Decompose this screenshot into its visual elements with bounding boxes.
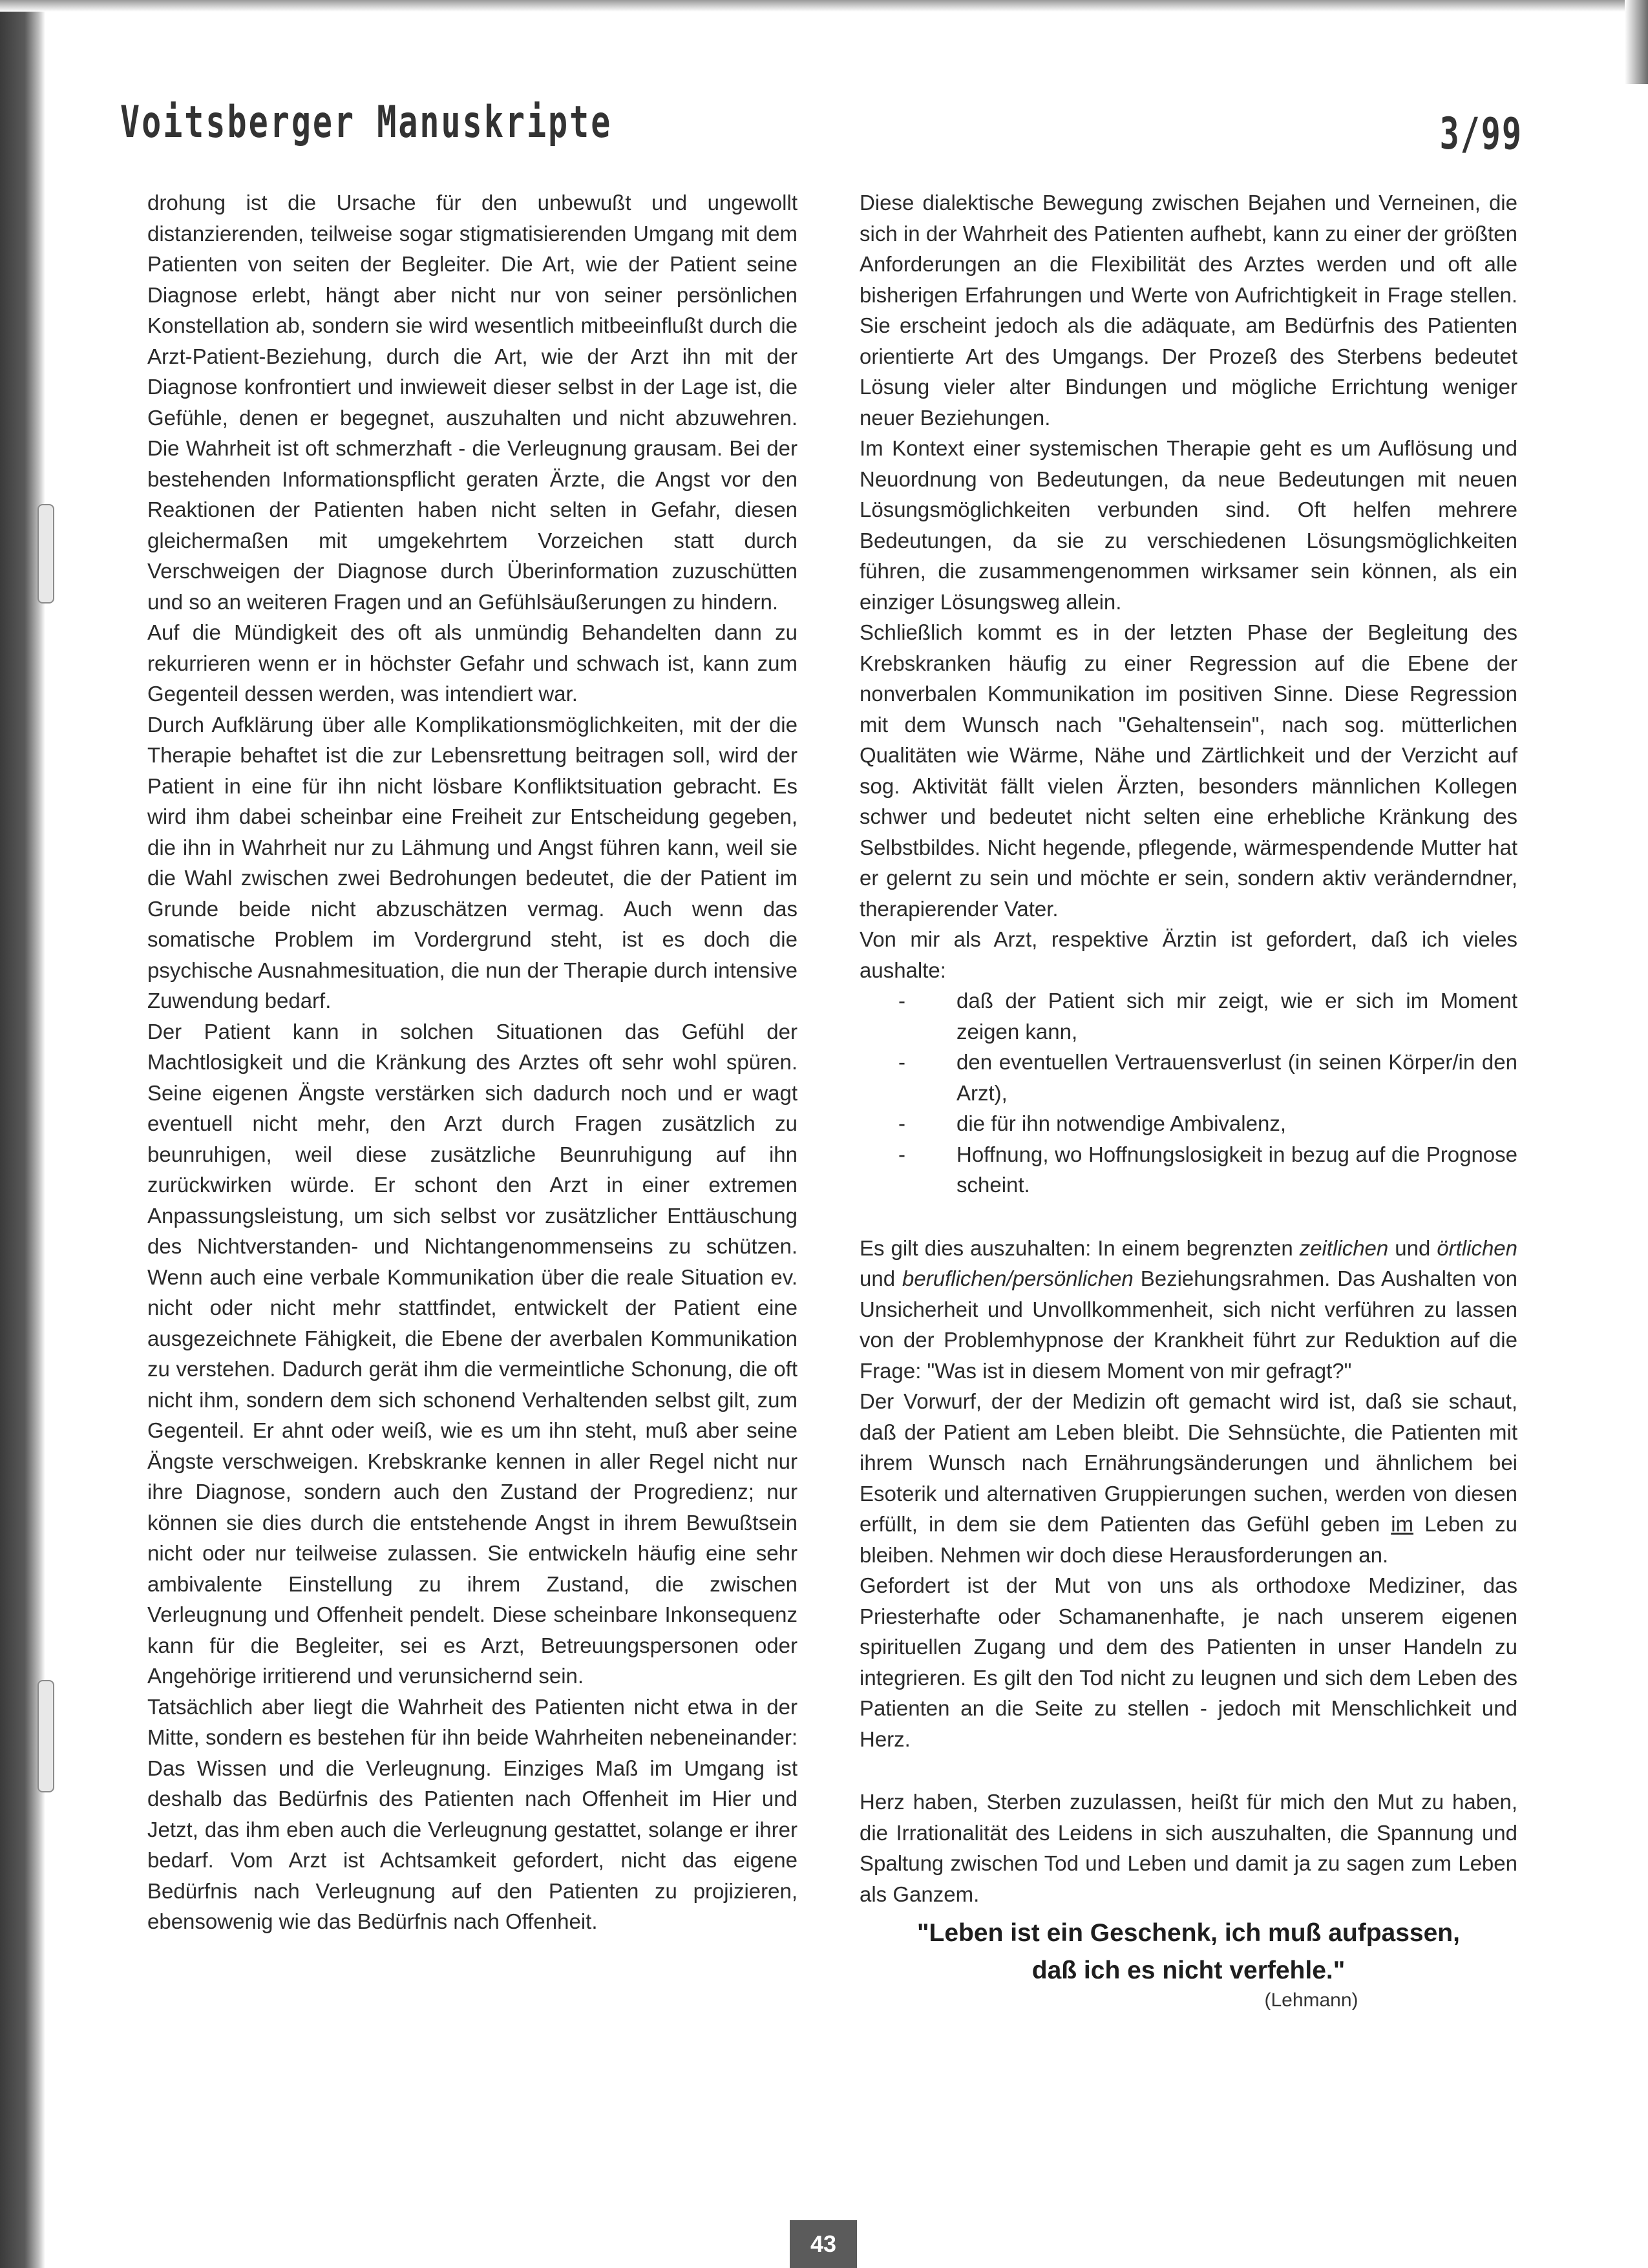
quote-line: daß ich es nicht verfehle." [1031, 1957, 1346, 1984]
journal-title: Voitsberger Manuskripte [120, 97, 613, 148]
paragraph: Der Vorwurf, der der Medizin oft gemacht wird ist, daß sie schaut, daß der Patient am Leben bleibt. Die Sehnsüchte, die Patienten mit ihrem Wunsch nach Ernährungsänderungen und ähnlichem bei Esoterik und alternativen Gruppierungen suchen, werden von diesen erfüllt, in dem sie dem Patienten das Gefühl geben im Leben zu bleiben. Nehmen wir doch diese Herausforderungen an. [860, 1389, 1517, 1567]
paragraph: Gefordert ist der Mut von uns als orthodoxe Mediziner, das Priesterhafte oder Schamanenhafte, je nach unserem eigenen spirituellen Zugang und dem des Patienten in unser Handeln zu integrieren. Es gilt den Tod nicht zu leugnen und sich dem Leben des Patienten an die Seite zu stellen - jedoch mit Menschlichkeit und Herz. [860, 1573, 1517, 1751]
page-header [120, 97, 1523, 160]
binding-clip-mark [37, 1680, 54, 1792]
issue-number: 3/99 [1439, 109, 1523, 160]
bullet-list [860, 985, 1517, 1201]
paragraph: Es gilt dies auszuhalten: In einem begrenzten zeitlichen und örtlichen und beruflichen/persönlichen Beziehungsrahmen. Das Aushalten von Unsicherheit und Unvollkommenheit, sich nicht verführen zu lassen von der Problemhypnose der Krankheit führt zur Reduktion auf die Frage: "Was ist in diesem Moment von mir gefragt?" [860, 1235, 1517, 1383]
list-item: - Hoffnung, wo Hoffnungslosigkeit in bezug auf die Prognose scheint. [860, 1139, 1517, 1201]
scan-top-edge [0, 0, 1648, 12]
list-item: - daß der Patient sich mir zeigt, wie er sich im Moment zeigen kann, [860, 985, 1517, 1047]
scan-edge [0, 0, 45, 2268]
dash-bullet: - [898, 1111, 905, 1135]
left-column [147, 187, 798, 1937]
dash-bullet: - [898, 989, 905, 1013]
page-number: 43 [790, 2220, 857, 2268]
paragraph: Im Kontext einer systemischen Therapie geht es um Auflösung und Neuordnung von Bedeutungen, da neue Bedeutungen mit neuen Lösungsmöglichkeiten verbunden sind. Oft helfen mehrere Bedeutungen, da sie zu verschiedenen Lösungsmöglichkeiten führen, die zusammengenommen wirksamer sein können, als ein einziger Lösungsweg allein. [860, 436, 1517, 614]
scan-right-edge [1625, 0, 1648, 84]
paragraph: Der Patient kann in solchen Situationen das Gefühl der Machtlosigkeit und die Kränkung des Arztes oft sehr wohl spüren. Seine eigenen Ängste verstärken sich dadurch noch und er wagt eventuell nicht mehr, den Arzt durch Fragen zusätzlich zu beunruhigen, weil diese zusätzliche Beunruhigung auf ihn zurückwirken würde. Er schont den Arzt in einer extremen Anpassungsleistung, um sich selbst vor zusätzlicher Enttäuschung des Nichtverstanden- und Nichtangenommenseins zu schützen. Wenn auch eine verbale Kommunikation über die reale Situation ev. nicht oder nicht mehr stattfindet, entwickelt der Patient eine ausgezeichnete Fähigkeit, die Ebene der averbalen Kommunikation zu verstehen. Dadurch gerät ihm die vermeintliche Schonung, die oft nicht ihm, sondern dem sich schonend Verhaltenden selbst gilt, zum Gegenteil. Er ahnt oder weiß, wie es um ihn steht, muß aber seine Ängste verschweigen. Krebskranke kennen in aller Regel nicht nur ihre Diagnose, sondern auch den Zustand der Progredienz; nur können sie dies durch die entstehende Angst in ihrem Bewußtsein nicht oder nur teilweise zulassen. Sie entwickeln häufig eine sehr ambivalente Einstellung zu ihrem Zustand, die zwischen Verleugnung und Offenheit pendelt. Diese scheinbare Inkonsequenz kann für die Begleiter, sei es Arzt, Betreuungspersonen oder Angehörige irritierend und verunsichernd sein. [147, 1019, 798, 1688]
paragraph: Auf die Mündigkeit des oft als unmündig Behandelten dann zu rekurrieren wenn er in höchster Gefahr und schwach ist, kann zum Gegenteil dessen werden, was intendiert war. [147, 620, 798, 706]
quote-author: (Lehmann) [1264, 1990, 1358, 2011]
dash-bullet: - [898, 1142, 905, 1166]
paragraph: Diese dialektische Bewegung zwischen Bejahen und Verneinen, die sich in der Wahrheit des Patienten aufhebt, kann zu einer der größten Anforderungen an die Flexibilität des Arztes werden und oft alle bisherigen Erfahrungen und Werte von Aufrichtigkeit in Frage stellen. Sie erscheint jedoch als die adäquate, am Bedürfnis des Patienten orientierte Art des Umgangs. Der Prozeß des Sterbens bedeutet Lösung vieler alter Bindungen und mögliche Errichtung weniger neuer Beziehungen. [860, 191, 1517, 430]
dash-bullet: - [898, 1050, 905, 1074]
right-column [860, 187, 1517, 2011]
binding-clip-mark [37, 504, 54, 604]
paragraph: drohung ist die Ursache für den unbewußt und ungewollt distanzierenden, teilweise sogar stigmatisierenden Umgang mit dem Patienten von seiten der Begleiter. Die Art, wie der Patient seine Diagnose erlebt, hängt aber nicht nur von seiner persönlichen Konstellation ab, sondern sie wird wesentlich mitbeeinflußt durch die Arzt-Patient-Beziehung, durch die Art, wie der Arzt ihn mit der Diagnose konfrontiert und inwieweit dieser selbst in der Lage ist, die Gefühle, denen er begegnet, auszuhalten und nicht abzuwehren. Die Wahrheit ist oft schmerzhaft - die Verleugnung grausam. Bei der bestehenden Informationspflicht geraten Ärzte, die Angst vor den Reaktionen der Patienten haben nicht selten in Gefahr, diesen gleichermaßen mit umgekehrtem Vorzeichen statt durch Verschweigen der Diagnose durch Überinformation zuzuschütten und so an weiteren Fragen und an Gefühlsäußerungen zu hindern. [147, 191, 798, 614]
paragraph: Schließlich kommt es in der letzten Phase der Begleitung des Krebskranken häufig zu einer Regression auf die Ebene der nonverbalen Kommunikation im positiven Sinne. Diese Regression mit dem Wunsch nach "Gehaltensein", nach sog. mütterlichen Qualitäten wie Wärme, Nähe und Zärtlichkeit und der Verzicht auf sog. Aktivität fällt vielen Ärzten, besonders männlichen Kollegen schwer und bedeutet nicht selten eine erhebliche Kränkung des Selbstbildes. Nicht hegende, pflegende, wärmespendende Mutter hat er gelernt zu sein und möchte er sein, sondern aktiv veränderndner, therapierender Vater. [860, 620, 1517, 921]
quote-line: "Leben ist ein Geschenk, ich muß aufpassen, [917, 1919, 1460, 1947]
paragraph: Durch Aufklärung über alle Komplikationsmöglichkeiten, mit der die Therapie behaftet ist die zur Lebensrettung beitragen soll, wird der Patient in eine für ihn nicht lösbare Konfliktsituation gebracht. Es wird ihm dabei scheinbar eine Freiheit zur Entscheidung gegeben, die ihn in Wahrheit nur zu Lähmung und Angst führen kann, weil sie die Wahl zwischen zwei Bedrohungen bedeutet, die der Patient im Grunde beide nicht abzuschätzen vermag. Auch wenn das somatische Problem im Vordergrund steht, ist es doch die psychische Ausnahmesituation, die nun der Therapie durch intensive Zuwendung bedarf. [147, 712, 798, 1013]
closing-quote [860, 1915, 1517, 2011]
list-item: - den eventuellen Vertrauensverlust (in seinen Körper/in den Arzt), [860, 1047, 1517, 1108]
paragraph: Herz haben, Sterben zuzulassen, heißt für mich den Mut zu haben, die Irrationalität des Leidens in sich auszuhalten, die Spannung und Spaltung zwischen Tod und Leben und damit ja zu sagen zum Leben als Ganzem. [860, 1790, 1517, 1906]
list-item: - die für ihn notwendige Ambivalenz, [860, 1108, 1517, 1139]
paragraph: Tatsächlich aber liegt die Wahrheit des Patienten nicht etwa in der Mitte, sondern es bestehen für ihn beide Wahrheiten nebeneinander: Das Wissen und die Verleugnung. Einziges Maß im Umgang ist deshalb das Bedürfnis des Patienten nach Offenheit im Hier und Jetzt, das ihm eben auch die Verleugnung gestattet, solange er ihrer bedarf. Vom Arzt ist Achtsamkeit gefordert, nicht das eigene Bedürfnis nach Verleugnung auf den Patienten zu projizieren, ebensowenig wie das Bedürfnis nach Offenheit. [147, 1694, 798, 1933]
paragraph: Von mir als Arzt, respektive Ärztin ist gefordert, daß ich vieles aushalte: [860, 927, 1517, 982]
